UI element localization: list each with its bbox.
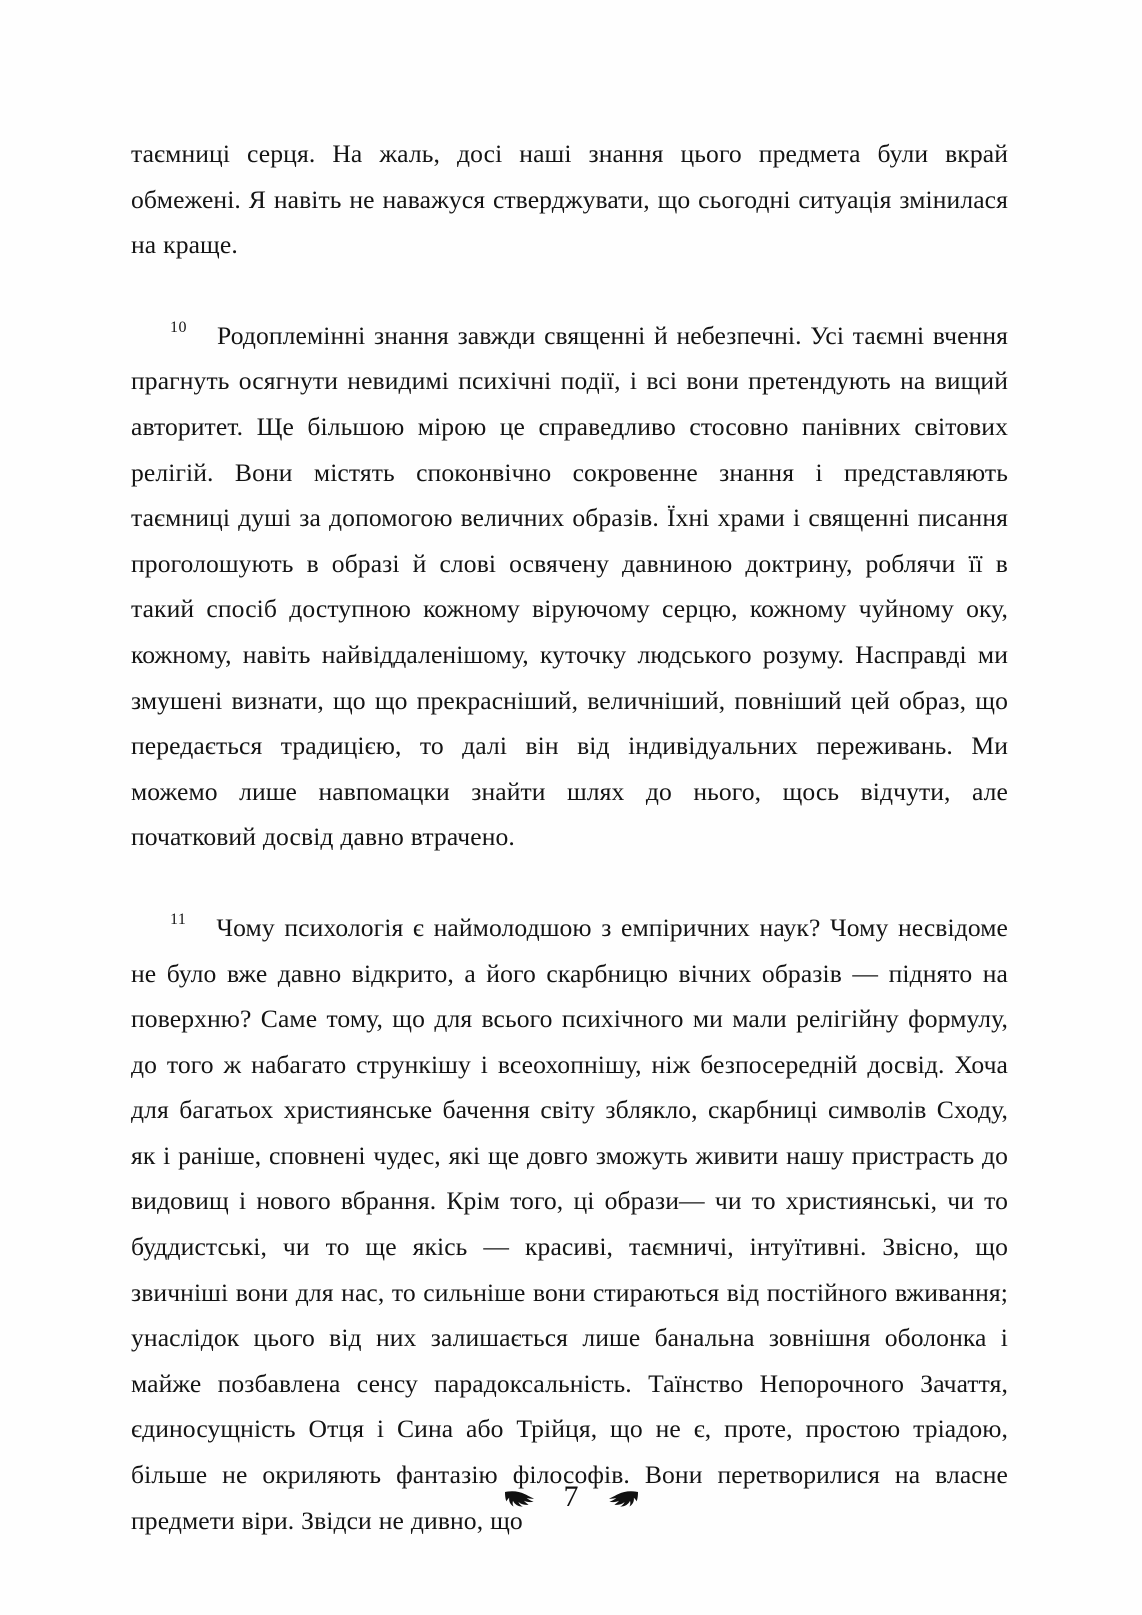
paragraph-10: 10 Родоплемінні знання завжди священні й небезпечні. Усі таємні вчення прагнуть осягнути невидимі психічні події, і всі вони претендують на вищий авторитет. Ще більшою мірою це справедливо стосовно панівних світових релігій. Вони містять споконвічно сокровенне знання і представляють таємниці душі за допомогою величних образів. Їхні храми і священні писання проголошують в образі й слові освячену давниною доктрину, роблячи її в такий спосіб доступною кожному віруючому серцю, кожному чуйному оку, кожному, навіть найвіддаленішому, куточку людського розуму. Насправді ми змушені визнати, що що прекрасніший, величніший, повніший цей образ, що передається традицією, то далі він від індивідуальних переживань. Ми можемо лише навпомацки знайти шлях до нього, щось відчути, але початковий досвід давно втрачено.	[131, 319, 1008, 852]
paragraph-11-text: Чому психологія є наймолодшою з емпіричних наук? Чому несвідоме не було вже давно відкрито, а його скарбницю вічних образів — піднято на поверхню? Саме тому, що для всього психічного ми мали релігійну формулу, до того ж набагато стрункішу і всеохопнішу, ніж безпосередній досвід. Хоча для багатьох християнське бачення світу зблякло, скарбниці символів Сходу, як і раніше, сповнені чудес, які ще довго зможуть живити нашу пристрасть до видовищ і нового вбрання. Крім того, ці образи— чи то християнські, чи то буддистські, чи то ще якісь — красиві, таємничі, інтуїтивні. Звісно, що звичніші вони для нас, то сильніше вони стираються від постійного вживання; унаслідок цього від них залишається лише банальна зовнішня оболонка і майже позбавлена сенсу парадоксальність. Таїнство Непорочного Зачаття, єдиносущність Отця і Сина або Трійця, що не є, проте, простою тріадою, більше не окриляють фантазію філософів. Вони перетворилися на власне предмети віри. Звідси не дивно, що	[131, 912, 1008, 1535]
paragraph-11: 11 Чому психологія є наймолодшою з емпіричних наук? Чому несвідоме не було вже давно відкрито, а його скарбницю вічних образів — піднято на поверхню? Саме тому, що для всього психічного ми мали релігійну формулу, до того ж набагато стрункішу і всеохопнішу, ніж безпосередній досвід. Хоча для багатьох християнське бачення світу зблякло, скарбниці символів Сходу, як і раніше, сповнені чудес, які ще довго зможуть живити нашу пристрасть до видовищ і нового вбрання. Крім того, ці образи— чи то християнські, чи то буддистські, чи то ще якісь — красиві, таємничі, інтуїтивні. Звісно, що звичніші вони для нас, то сильніше вони стираються від постійного вживання; унаслідок цього від них залишається лише банальна зовнішня оболонка і майже позбавлена сенсу парадоксальність. Таїнство Непорочного Зачаття, єдиносущність Отця і Сина або Трійця, що не є, проте, простою тріадою, більше не окриляють фантазію філософів. Вони перетворилися на власне предмети віри. Звідси не дивно, що	[131, 911, 1008, 1535]
page-footer	[0, 1468, 1142, 1528]
paragraph-continuation: таємниці серця. На жаль, досі наші знання цього предмета були вкрай обмежені. Я навіть не наважуся стверджувати, що сьогодні ситуація змінилася на краще.	[131, 139, 1008, 260]
page-number: 7	[563, 1480, 579, 1513]
page-text-block	[131, 131, 1008, 1543]
paragraph-spacer	[131, 860, 1008, 905]
leaf-vine-ornament-left	[504, 1485, 550, 1511]
paragraph-spacer	[131, 268, 1008, 313]
paragraph-10-text: Родоплемінні знання завжди священні й небезпечні. Усі таємні вчення прагнуть осягнути невидимі психічні події, і всі вони претендують на вищий авторитет. Ще більшою мірою це справедливо стосовно панівних світових релігій. Вони містять споконвічно сокровенне знання і представляють таємниці душі за допомогою величних образів. Їхні храми і священні писання проголошують в образі й слові освячену давниною доктрину, роблячи її в такий спосіб доступною кожному віруючому серцю, кожному чуйному оку, кожному, навіть найвіддаленішому, куточку людського розуму. Насправді ми змушені визнати, що що прекрасніший, величніший, повніший цей образ, що передається традицією, то далі він від індивідуальних переживань. Ми можемо лише навпомацки знайти шлях до нього, щось відчути, але початковий досвід давно втрачено.	[131, 320, 1008, 852]
leaf-vine-ornament-right	[593, 1485, 639, 1511]
